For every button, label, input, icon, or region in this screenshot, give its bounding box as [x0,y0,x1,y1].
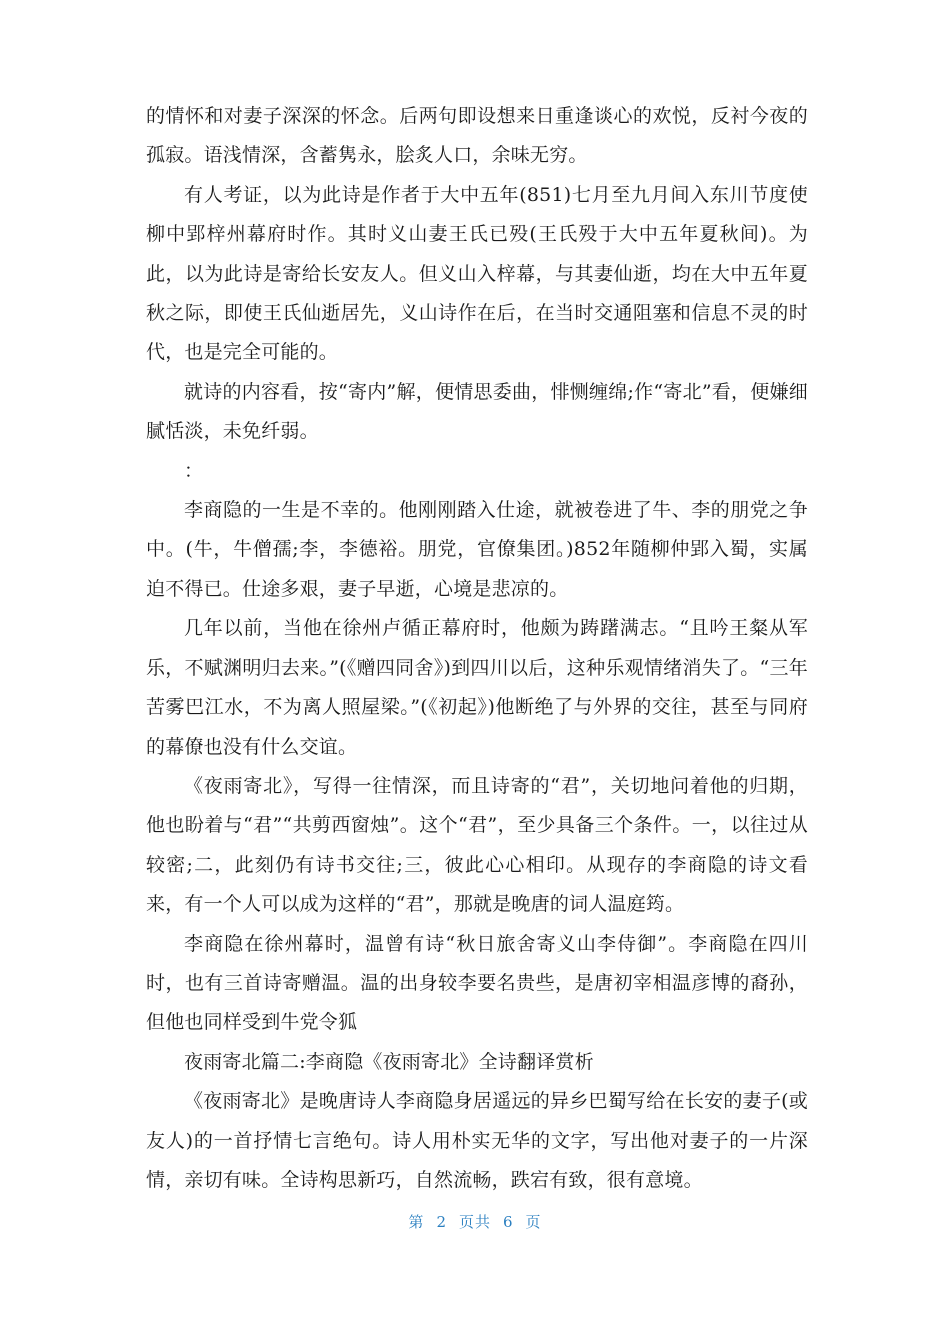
paragraph: 的情怀和对妻子深深的怀念。后两句即设想来日重逢谈心的欢悦，反衬今夜的孤寂。语浅情深，含蓄隽永，脍炙人口，余味无穷。 [146,105,808,167]
paragraph: 《夜雨寄北》，写得一往情深，而且诗寄的“君”，关切地问着他的归期，他也盼着与“君”“共剪西窗烛”。这个“君”，至少具备三个条件。一，以往过从较密;二，此刻仍有诗书交往;三，彼此心心相印。从现存的李商隐的诗文看来，有一个人可以成为这样的“君”，那就是晚唐的词人温庭筠。 [146,774,808,916]
paragraph: 李商隐在徐州幕时，温曾有诗“秋日旅舍寄义山李侍御”。李商隐在四川时，也有三首诗寄赠温。温的出身较李要名贵些，是唐初宰相温彦博的裔孙，但他也同样受到牛党令狐 [146,932,808,1034]
paragraph: 有人考证，以为此诗是作者于大中五年(851)七月至九月间入东川节度使柳中郢梓州幕府时作。其时义山妻王氏已殁(王氏殁于大中五年夏秋间)。为此，以为此诗是寄给长安友人。但义山入梓幕，与其妻仙逝，均在大中五年夏秋之际，即使王氏仙逝居先，义山诗作在后，在当时交通阻塞和信息不灵的时代，也是完全可能的。 [146,183,808,364]
page-footer [0,1211,950,1232]
document-body [146,97,808,1200]
section-heading: 夜雨寄北篇二:李商隐《夜雨寄北》全诗翻译赏析 [184,1050,594,1073]
paragraph: 《夜雨寄北》是晚唐诗人李商隐身居遥远的异乡巴蜀写给在长安的妻子(或友人)的一首抒情七言绝句。诗人用朴实无华的文字，写出他对妻子的一片深情，亲切有味。全诗构思新巧，自然流畅，跌宕有致，很有意境。 [146,1090,808,1191]
footer-prefix: 第 [408,1213,425,1231]
paragraph-colon: ： [184,459,204,482]
footer-total-pages: 6 [503,1213,514,1231]
footer-middle: 页共 [458,1213,491,1231]
paragraph: 李商隐的一生是不幸的。他刚刚踏入仕途，就被卷进了牛、李的朋党之争中。(牛，牛僧孺;李，李德裕。朋党，官僚集团。)852年随柳仲郢入蜀，实属迫不得已。仕途多艰，妻子早逝，心境是悲凉的。 [146,499,808,600]
paragraph: 就诗的内容看，按“寄内”解，便情思委曲，悱恻缠绵;作“寄北”看，便嫌细腻恬淡，未免纤弱。 [146,380,808,443]
footer-current-page: 2 [436,1213,447,1231]
paragraph: 几年以前，当他在徐州卢循正幕府时，他颇为踌躇满志。“且吟王粲从军乐，不赋渊明归去来。”(《赠四同舍》)到四川以后，这种乐观情绪消失了。“三年苦雾巴江水，不为离人照屋梁。”(《初起》)他断绝了与外界的交往，甚至与同府的幕僚也没有什么交谊。 [146,617,808,758]
footer-suffix: 页 [525,1213,542,1231]
